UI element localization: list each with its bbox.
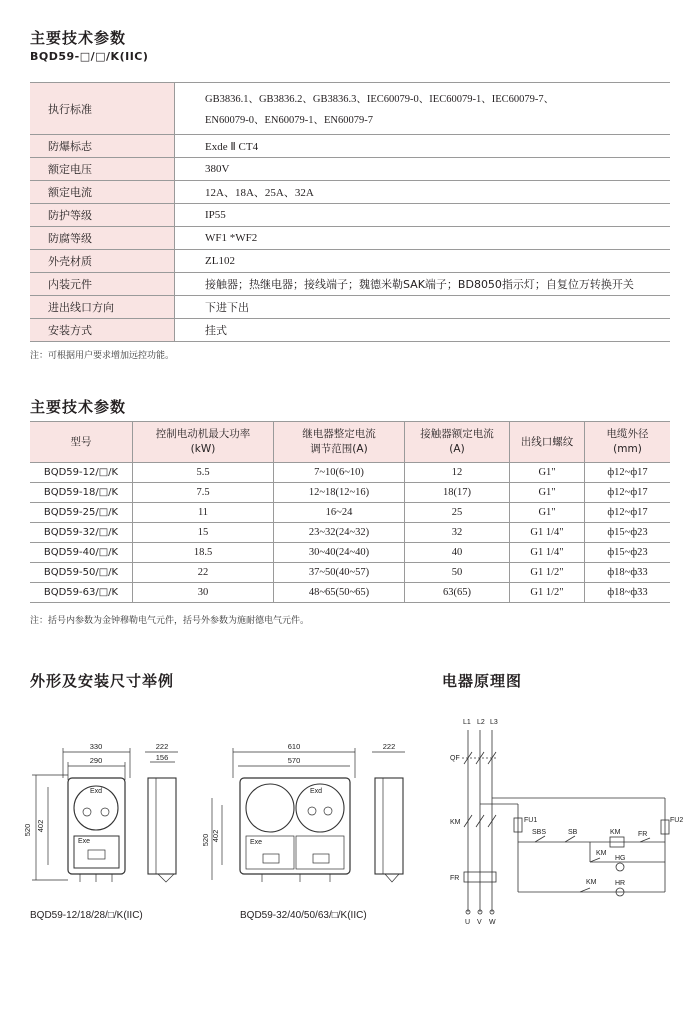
label-km3: KM [586,879,597,886]
spec-value: 12A、18A、25A、32A [175,181,671,204]
spec-key: 外壳材质 [30,250,175,273]
table-cell: ф12~ф17 [585,503,671,523]
spec-value-line: EN60079-0、EN60079-1、EN60079-7 [205,114,373,126]
column-header [274,422,405,463]
table-cell: 30~40(24~40) [274,543,405,563]
params-table [30,421,670,603]
label-hr: HR [615,880,626,887]
label-exd-large: Exd [310,788,323,795]
table-cell: G1" [510,503,585,523]
table-row [30,503,670,523]
table-cell: 50 [405,563,510,583]
side-view [148,778,176,874]
column-header [510,422,585,463]
label-exe-large: Exe [250,839,263,846]
table-cell: 18(17) [405,483,510,503]
dim-height-outer-large: 520 [201,833,210,847]
table-cell: 15 [133,523,274,543]
table-cell: G1 1/4" [510,543,585,563]
label-fr2: FR [638,831,648,838]
label-l2: L2 [477,719,485,726]
spec-key: 内装元件 [30,273,175,296]
spec-key: 防爆标志 [30,135,175,158]
dim-width-inner: 290 [89,756,103,765]
section-title-dimensions: 外形及安装尺寸举例 [30,672,175,690]
table-cell: 40 [405,543,510,563]
table-cell: G1 1/4" [510,523,585,543]
label-u: U [465,919,471,926]
dim-height-outer: 520 [23,823,32,837]
caption-large-unit: BQD59-32/40/50/63/□/K(IIC) [240,910,367,921]
label-w: W [489,919,496,926]
table-cell: 25 [405,503,510,523]
table-cell: 23~32(24~32) [274,523,405,543]
label-km: KM [450,819,461,826]
column-header [405,422,510,463]
spec-value: IP55 [175,204,671,227]
spec-value: 380V [175,158,671,181]
header-line: 接触器额定电流 [420,428,494,440]
table-row [30,296,670,319]
section-title-schematic: 电器原理图 [442,672,523,690]
spec-key: 额定电流 [30,181,175,204]
table-cell: BQD59-25/□/K [30,503,133,523]
table-cell: BQD59-63/□/K [30,583,133,603]
dim-width-inner-large: 570 [287,756,301,765]
table-cell: 11 [133,503,274,523]
spec-value: Exde Ⅱ CT4 [175,135,671,158]
table-cell: 48~65(50~65) [274,583,405,603]
table-cell: ф18~ф33 [585,563,671,583]
dim-height-inner-large: 402 [211,829,220,843]
table-cell: 18.5 [133,543,274,563]
table-cell: 12 [405,463,510,483]
table-cell: ф12~ф17 [585,463,671,483]
header-line: (kW) [190,443,216,455]
label-exd: Exd [90,788,103,795]
dim-width-outer-large: 610 [287,742,301,751]
table-row [30,227,670,250]
table-row [30,563,670,583]
section-title-main-params: 主要技术参数 [30,29,127,47]
table-cell: 7.5 [133,483,274,503]
spec-key: 执行标准 [30,83,175,135]
header-line: 出线口螺纹 [520,435,574,448]
table-cell: 32 [405,523,510,543]
label-km-coil: KM [610,829,621,836]
header-line: 型号 [70,435,92,448]
table-cell: G1" [510,463,585,483]
dim-side-outer: 222 [155,742,169,751]
section-title-params-table: 主要技术参数 [30,398,127,416]
table-cell: 16~24 [274,503,405,523]
spec-key: 额定电压 [30,158,175,181]
table-row [30,583,670,603]
table-cell: BQD59-50/□/K [30,563,133,583]
spec-note: 注：可根据用户要求增加远控功能。 [30,351,175,361]
table-row [30,319,670,342]
label-fu2: FU2 [670,817,684,824]
spec-key: 安装方式 [30,319,175,342]
table-row [30,204,670,227]
column-header [133,422,274,463]
spec-value: ZL102 [175,250,671,273]
table-cell: 12~18(12~16) [274,483,405,503]
table-cell: 5.5 [133,463,274,483]
dim-side-inner: 156 [155,753,169,762]
header-line: 电缆外径 [606,428,649,440]
spec-value: 挂式 [175,319,671,342]
table-cell: G1 1/2" [510,583,585,603]
label-fr: FR [450,875,460,882]
spec-table [30,82,670,342]
label-sbs: SBS [532,829,547,836]
table-row [30,135,670,158]
dimension-drawing [0,730,420,940]
dim-width-outer: 330 [89,742,103,751]
table-row [30,463,670,483]
table-cell: ф15~ф23 [585,523,671,543]
header-line: 控制电动机最大功率 [155,428,251,440]
table-row [30,523,670,543]
table-cell: BQD59-18/□/K [30,483,133,503]
spec-value: 接触器；热继电器；接线端子；魏德米勒SAK端子；BD8050指示灯；自复位万转换开关 [175,273,671,296]
table-cell: 30 [133,583,274,603]
label-exe: Exe [78,838,91,845]
spec-value [175,83,671,135]
table-cell: G1 1/2" [510,563,585,583]
circuit-schematic [440,712,685,927]
label-v: V [477,919,482,926]
table-row [30,250,670,273]
table-cell: 7~10(6~10) [274,463,405,483]
table-row [30,181,670,204]
header-line: (mm) [613,443,642,455]
table-header-row [30,422,670,463]
header-line: (A) [449,443,465,455]
table-cell: BQD59-32/□/K [30,523,133,543]
table-row [30,158,670,181]
spec-value: WF1 *WF2 [175,227,671,250]
label-l1: L1 [463,719,471,726]
header-line: 继电器整定电流 [302,428,376,440]
table-row [30,543,670,563]
label-l3: L3 [490,719,498,726]
column-header [585,422,671,463]
table-cell: 63(65) [405,583,510,603]
spec-value-line: GB3836.1、GB3836.2、GB3836.3、IEC60079-0、IEC60079-1、IEC60079-7、 [205,93,555,105]
table-cell: BQD59-40/□/K [30,543,133,563]
table-row [30,483,670,503]
column-header [30,422,133,463]
spec-key: 防腐等级 [30,227,175,250]
enclosure-outline-large [240,778,350,874]
table-cell: G1" [510,483,585,503]
header-line: 调节范围(A) [310,443,368,455]
spec-key: 进出线口方向 [30,296,175,319]
table-row [30,83,670,135]
label-km2: KM [596,850,607,857]
params-note: 注：括号内参数为金钟穆勒电气元件，括号外参数为施耐德电气元件。 [30,616,310,626]
label-sb: SB [568,829,578,836]
spec-value: 下进下出 [175,296,671,319]
table-cell: ф15~ф23 [585,543,671,563]
table-row [30,273,670,296]
label-hg: HG [615,855,626,862]
table-cell: 37~50(40~57) [274,563,405,583]
table-cell: ф12~ф17 [585,483,671,503]
dim-height-inner: 402 [36,819,45,833]
model-subtitle: BQD59-□/□/K(IIC) [30,50,149,63]
table-cell: BQD59-12/□/K [30,463,133,483]
table-cell: ф18~ф33 [585,583,671,603]
label-fu1: FU1 [524,817,538,824]
label-qf: QF [450,755,460,762]
caption-small-unit: BQD59-12/18/28/□/K(IIC) [30,910,143,921]
spec-key: 防护等级 [30,204,175,227]
table-cell: 22 [133,563,274,583]
dim-side-outer-large: 222 [382,742,396,751]
